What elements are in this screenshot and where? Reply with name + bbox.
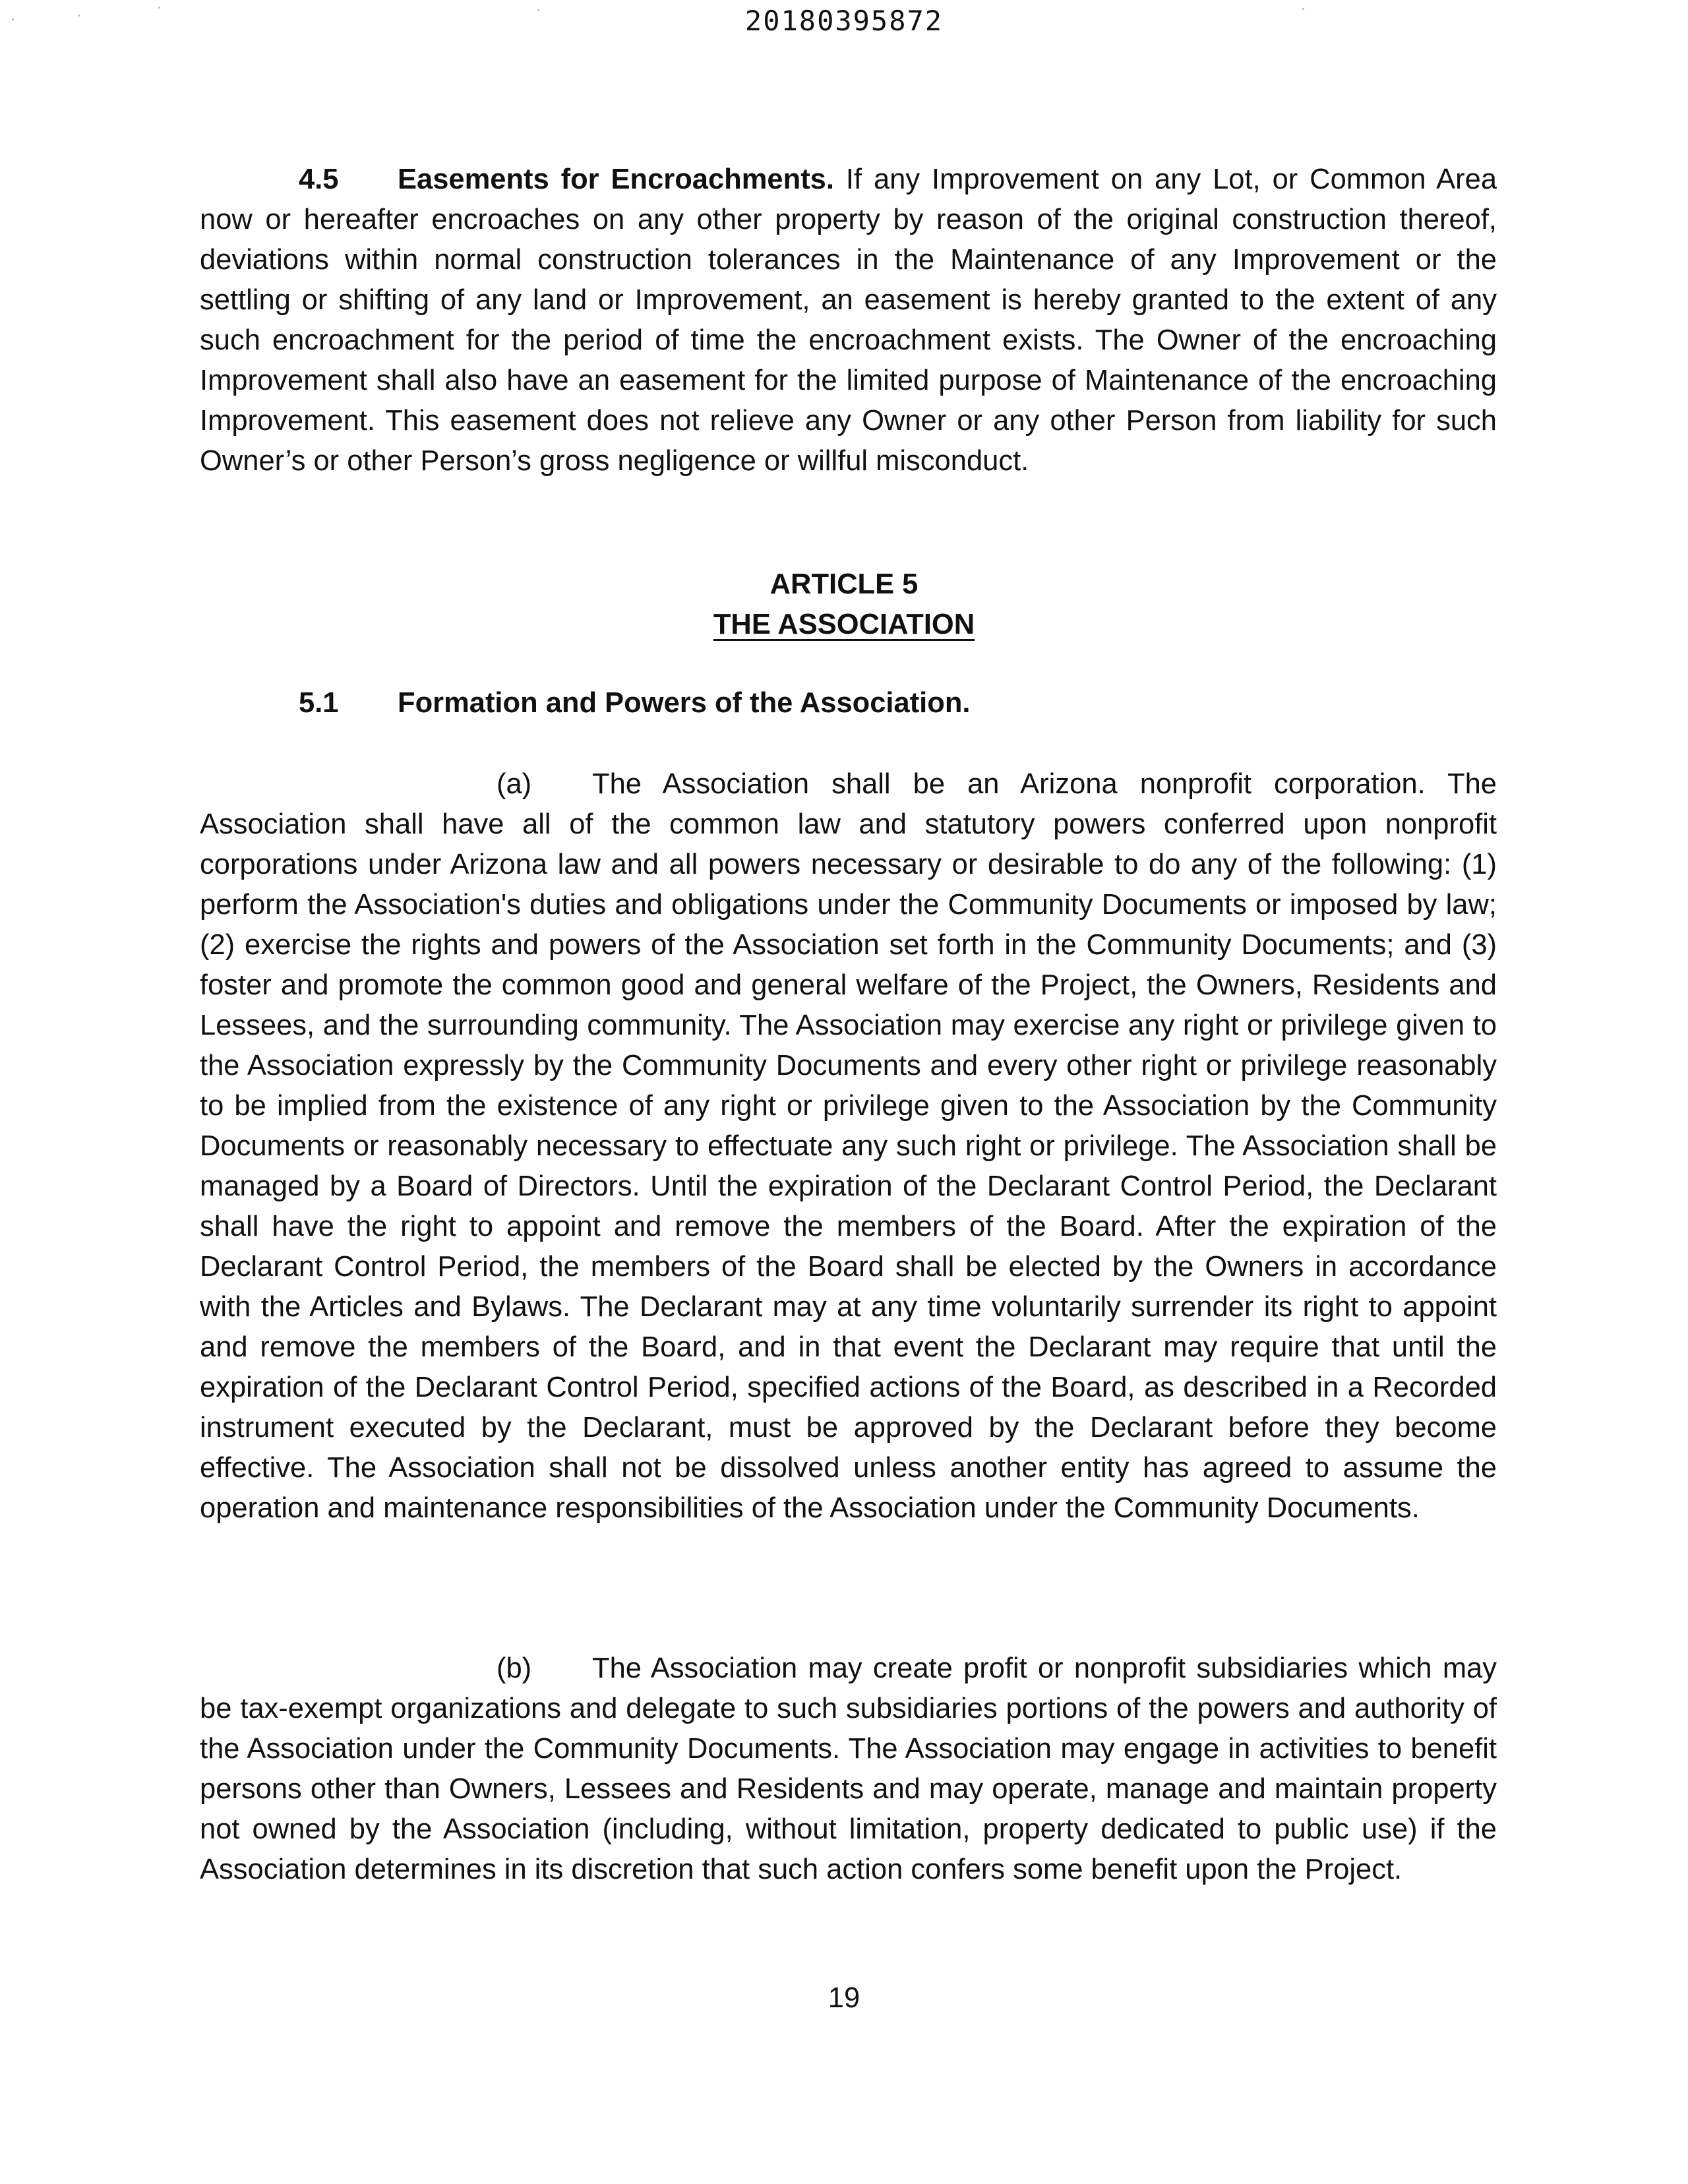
section-body-text: If any Improvement on any Lot, or Common Area now or hereafter encroaches on any other property by reason of the original construction thereof, deviations within normal construction tolerances in the Maintenance of any Improvement or the settling or shifting of any land or Improvement, an easement is hereby granted to the extent of any such encroachment for the period of time the encroachment exists. The Owner of the encroaching Improvement shall also have an easement for the limited purpose of Maintenance of the encroaching Improvement. This easement does not relieve any Owner or any other Person from liability for such Owner’s or other Person’s gross negligence or willful misconduct. [200, 164, 1497, 477]
article-number [0, 564, 1688, 605]
section-title: Easements for Encroachments. [398, 164, 834, 195]
paragraph-b [200, 1649, 1497, 1890]
document-number: 20180395872 [744, 5, 944, 37]
article-number-text: ARTICLE 5 [769, 568, 919, 600]
page-number: 19 [828, 1982, 860, 2014]
article-title-text: THE ASSOCIATION [713, 609, 975, 640]
paragraph-label: (b) [497, 1653, 532, 1684]
section-4-5-paragraph [200, 160, 1497, 481]
paragraph-b-text [200, 1649, 1497, 1890]
section-5-1-heading-line [200, 683, 1497, 723]
paragraph-body: The Association may create profit or nonprofit subsidiaries which may be tax-exempt organizations and delegate to such subsidiaries portions of the powers and authority of the Association under the Community Documents. The Association may engage in activities to benefit persons other than Owners, Lessees and Residents and may operate, manage and maintain property not owned by the Association (including, without limitation, property dedicated to public use) if the Association determines in its discretion that such action confers some benefit upon the Project. [200, 1653, 1497, 1885]
section-4-5 [200, 160, 1497, 481]
paragraph-a-text [200, 764, 1497, 1529]
section-title: Formation and Powers of the Association. [398, 687, 971, 719]
article-title [0, 605, 1688, 645]
paragraph-label: (a) [497, 768, 532, 800]
section-5-1-heading [200, 683, 1497, 723]
section-number: 5.1 [299, 687, 339, 719]
paragraph-body: The Association shall be an Arizona nonprofit corporation. The Association shall have all of the common law and statutory powers conferred upon nonprofit corporations under Arizona law and all powers necessary or desirable to do any of the following: (1) perform the Association's duties and obligations under the Community Documents or imposed by law; (2) exercise the rights and powers of the Association set forth in the Community Documents; and (3) foster and promote the common good and general welfare of the Project, the Owners, Residents and Lessees, and the surrounding community. The Association may exercise any right or privilege given to the Association expressly by the Community Documents and every other right or privilege reasonably to be implied from the existence of any right or privilege given to the Association by the Community Documents or reasonably necessary to effectuate any such right or privilege. The Association shall be managed by a Board of Directors. Until the expiration of the Declarant Control Period, the Declarant shall have the right to appoint and remove the members of the Board. After the expiration of the Declarant Control Period, the members of the Board shall be elected by the Owners in accordance with the Articles and Bylaws. The Declarant may at any time voluntarily surrender its right to appoint and remove the members of the Board, and in that event the Declarant may require that until the expiration of the Declarant Control Period, specified actions of the Board, as described in a Recorded instrument executed by the Declarant, must be approved by the Declarant before they become effective. The Association shall not be dissolved unless another entity has agreed to assume the operation and maintenance responsibilities of the Association under the Community Documents. [200, 768, 1497, 1524]
paragraph-a [200, 764, 1497, 1529]
section-number: 4.5 [299, 164, 339, 195]
